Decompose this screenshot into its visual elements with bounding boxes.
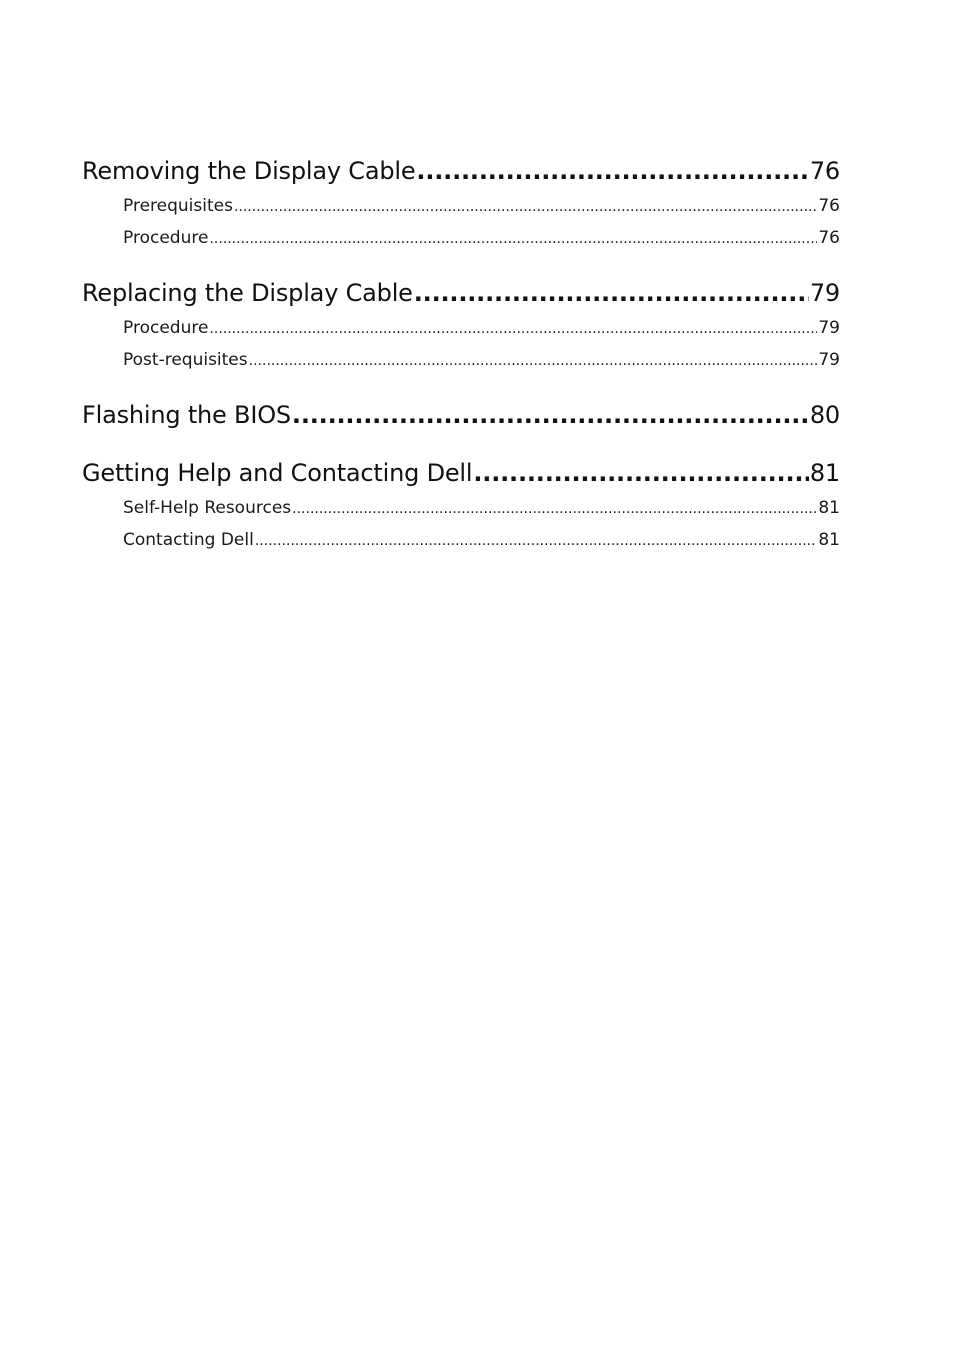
toc-heading-link[interactable]: [82, 396, 840, 434]
toc-subentry-title: Procedure: [123, 318, 209, 338]
toc-page-number: 76: [818, 228, 840, 248]
toc-page-number: 79: [818, 350, 840, 370]
toc-subentry-link[interactable]: [82, 312, 840, 344]
table-of-contents: [82, 152, 840, 556]
toc-subentry-title: Prerequisites: [123, 196, 233, 216]
toc-page-number: 81: [809, 459, 840, 487]
dot-leader: [292, 396, 809, 434]
toc-subentry-title: Self-Help Resources: [123, 498, 292, 518]
toc-page-number: 81: [818, 498, 840, 518]
toc-page-number: 76: [818, 196, 840, 216]
dot-leader: [292, 493, 817, 524]
toc-subentry-link[interactable]: [82, 190, 840, 222]
toc-heading-title: Getting Help and Contacting Dell: [82, 459, 473, 487]
dot-leader: [414, 274, 809, 312]
toc-page-number: 76: [809, 157, 840, 185]
dot-leader: [249, 345, 818, 376]
toc-page-number: 79: [818, 318, 840, 338]
dot-leader: [473, 454, 809, 492]
toc-heading-link[interactable]: [82, 274, 840, 312]
toc-section-flashing-bios: [82, 396, 840, 434]
toc-subentry-link[interactable]: [82, 492, 840, 524]
toc-page-number: 80: [809, 401, 840, 429]
toc-heading-title: Flashing the BIOS: [82, 401, 291, 429]
toc-subentry-title: Post-requisites: [123, 350, 248, 370]
dot-leader: [234, 191, 817, 222]
dot-leader: [416, 152, 808, 190]
toc-subentry-title: Procedure: [123, 228, 209, 248]
toc-subentry-link[interactable]: [82, 344, 840, 376]
dot-leader: [255, 525, 818, 556]
dot-leader: [209, 313, 817, 344]
toc-section-removing-display-cable: [82, 152, 840, 254]
dot-leader: [209, 223, 817, 254]
toc-heading-title: Removing the Display Cable: [82, 157, 416, 185]
toc-page-number: 81: [818, 530, 840, 550]
toc-heading-link[interactable]: [82, 454, 840, 492]
toc-section-getting-help: [82, 454, 840, 556]
toc-subentry-link[interactable]: [82, 524, 840, 556]
toc-subentry-title: Contacting Dell: [123, 530, 254, 550]
toc-page-number: 79: [809, 279, 840, 307]
toc-subentry-link[interactable]: [82, 222, 840, 254]
toc-heading-title: Replacing the Display Cable: [82, 279, 413, 307]
toc-section-replacing-display-cable: [82, 274, 840, 376]
toc-heading-link[interactable]: [82, 152, 840, 190]
